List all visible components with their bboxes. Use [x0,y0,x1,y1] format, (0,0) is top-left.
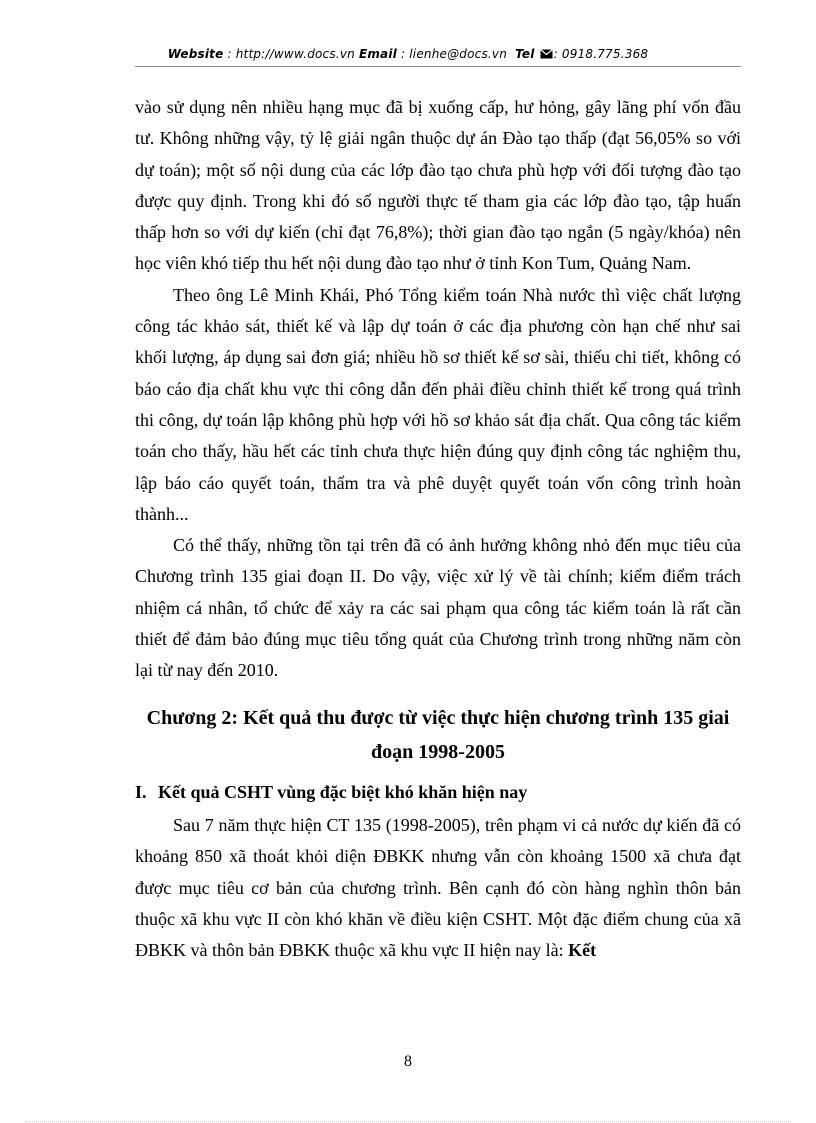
paragraph-2: Theo ông Lê Minh Khái, Phó Tổng kiểm toán Nhà nước thì việc chất lượng công tác khảo sát, thiết kế và lập dự toán ở các địa phương còn hạn chế như sai khối lượng, áp dụng sai đơn giá; nhiều hồ sơ thiết kế sơ sài, thiếu chi tiết, không có báo cáo địa chất khu vực thi công dẫn đến phải điều chỉnh thiết kế trong quá trình thi công, dự toán lập không phù hợp với hồ sơ khảo sát địa chất. Qua công tác kiểm toán cho thấy, hầu hết các tỉnh chưa thực hiện đúng quy định công tác nghiệm thu, lập báo cáo quyết toán, thẩm tra và phê duyệt quyết toán vốn công trình hoàn thành... [135,284,741,524]
paragraph-4-bold-tail: Kết [568,940,597,961]
website-label: Website [167,47,224,61]
paragraph-4-text: Sau 7 năm thực hiện CT 135 (1998-2005), trên phạm vi cả nước dự kiến đã có khoảng 850 xã thoát khỏi diện ĐBKK nhưng vẫn còn khoảng 1500 xã chưa đạt được mục tiêu cơ bản của chương trình. Bên cạnh đó còn hàng nghìn thôn bản thuộc xã khu vực II còn khó khăn về điều kiện CSHT. Một đặc điểm chung của xã ĐBKK và thôn bản ĐBKK thuộc xã khu vực II hiện nay là: [135,814,741,961]
tel-label: Tel [515,47,535,61]
envelope-icon [540,49,553,59]
section-number: I. [135,781,147,802]
page-number: 8 [404,1053,412,1070]
website-sep: : [223,47,236,61]
email-label: Email [358,47,397,61]
tel-value: 0918.775.368 [561,47,649,61]
paragraph-1: vào sử dụng nên nhiều hạng mục đã bị xuống cấp, hư hỏng, gây lãng phí vốn đầu tư. Không những vậy, tỷ lệ giải ngân thuộc dự án Đào tạo thấp (đạt 56,05% so với dự toán); một số nội dung của các lớp đào tạo chưa phù hợp với đối tượng đào tạo được quy định. Trong khi đó số người thực tế tham gia các lớp đào tạo, tập huấn thấp hơn so với dự kiến (chỉ đạt 76,8%); thời gian đào tạo ngắn (5 ngày/khóa) nên học viên khó tiếp thu hết nội dung đào tạo như ở tỉnh Kon Tum, Quảng Nam. [135,97,741,274]
paragraph-4 [135,810,741,966]
document-body [135,92,741,966]
email-sep: : [396,47,410,61]
section-title: Kết quả CSHT vùng đặc biệt khó khăn hiện nay [158,781,528,802]
website-url[interactable]: http://www.docs.vn [235,47,355,61]
page-header [0,47,816,61]
paragraph-3: Có thể thấy, những tồn tại trên đã có ảnh hưởng không nhỏ đến mục tiêu của Chương trình 135 giai đoạn II. Do vậy, việc xử lý về tài chính; kiểm điểm trách nhiệm cá nhân, tổ chức để xảy ra các sai phạm qua công tác kiểm toán là rất cần thiết để đảm bảo đúng mục tiêu tổng quát của Chương trình trong những năm còn lại từ nay đến 2010. [135,535,741,681]
chapter-title: Chương 2: Kết quả thu được từ việc thực hiện chương trình 135 giai đoạn 1998-2005 [146,706,730,763]
header-divider [135,66,741,67]
email-value[interactable]: lienhe@docs.vn [409,47,508,61]
footer-divider [25,1121,791,1122]
tel-sep: : [553,47,562,61]
section-heading [135,777,741,808]
